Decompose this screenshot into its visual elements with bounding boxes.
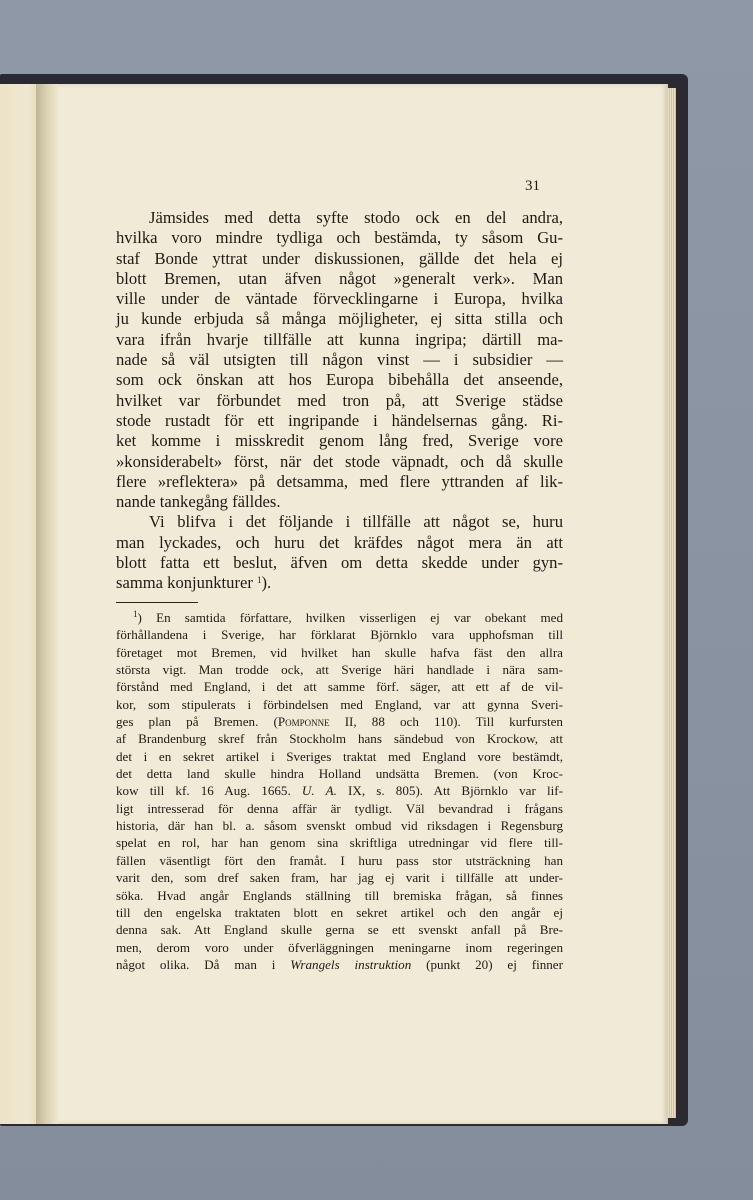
text-line: nade så väl utsigten till någon vinst — i subsidier — — [116, 350, 563, 370]
footnote-line: varit den, som dref saken fram, har jag ej varit i tillfälle att under- — [116, 870, 563, 886]
text-line: man lyckades, och huru det kräfdes något mera än att — [116, 532, 563, 552]
page-edges — [668, 88, 676, 1118]
footnote-line: förhållandena i Sverige, har förklarat Björnklo vara upphofsman till — [116, 627, 563, 643]
footnote-line: fällen väsentligt fört den framåt. I huru pass stor utsträckning han — [116, 852, 563, 868]
text-line: ville under de väntade förvecklingarne i Europa, hvilka — [116, 289, 563, 309]
book-gutter — [36, 84, 58, 1124]
text-line: ket komme i misskredit genom lång fred, Sverige vore — [116, 431, 563, 451]
footnote-rule — [116, 602, 198, 603]
footnote-line — [116, 782, 563, 799]
footnote-line — [116, 609, 563, 626]
footnote-line: ligt intresserad för denna affär är tydligt. Väl bevandrad i frågans — [116, 800, 563, 816]
text-line: Jämsides med detta syfte stodo ock en del andra, — [149, 208, 563, 227]
footnote-line: det i en sekret artikel i Sveriges traktat med England vore bestämdt, — [116, 748, 563, 764]
footnote-line — [116, 956, 563, 973]
footnote-line: kor, som stipulerats i förbindelsen med England, var att gynna Sveri- — [116, 696, 563, 712]
main-text — [116, 208, 563, 594]
text-fragment: Till kurfursten — [475, 714, 563, 730]
footnote-line: största vigt. Man trodde ock, att Sverige häri handlade i nära sam- — [116, 662, 563, 678]
reference-pomponne: Pomponne — [277, 714, 330, 730]
text-line: som ock önskan att hos Europa bibehålla det anseende, — [116, 370, 563, 390]
text-line: »konsiderabelt» först, när det stode väpnadt, och då skulle — [116, 451, 563, 471]
footnote-line: historia, där han bl. a. såsom svenskt ombud vid riksdagen i Regensburg — [116, 818, 563, 834]
footnote-line: det detta land skulle hindra Holland undsätta Bremen. (von Kroc- — [116, 766, 563, 782]
text-line: Vi blifva i det följande i tillfälle att något se, huru — [149, 512, 563, 532]
text-line: hvilka voro mindre tydliga och bestämda, ty såsom Gu- — [116, 228, 563, 248]
footnote-line: af Brandenburg skref från Stockholm hans sändebud von Krockow, att — [116, 731, 563, 747]
page-number: 31 — [525, 178, 540, 194]
text-line: stode rustadt för ett ingripande i händelsernas gång. Ri- — [116, 410, 563, 430]
text-fragment: kow till kf. 16 Aug. 1665. — [116, 783, 291, 799]
left-page — [0, 84, 40, 1124]
footnote-line — [116, 713, 563, 730]
text-line: blott Bremen, utan äfven något »generalt verk». Man — [116, 268, 563, 288]
text-line: staf Bonde yttrat under diskussionen, gällde det hela ej — [116, 248, 563, 268]
footnote-line: söka. Hvad angår Englands ställning till bremiska frågan, så finnes — [116, 887, 563, 903]
text-fragment: En samtida författare, hvilken visserligen ej var obekant med — [156, 610, 563, 625]
text-line: flere »reflektera» på detsamma, med flere yttranden af lik- — [116, 471, 563, 491]
footnote-line: till den engelska traktaten blott en sekret artikel och den angår ej — [116, 904, 563, 920]
footnote-line: denna sak. Att England skulle gerna se ett svenskt anfall på Bre- — [116, 922, 563, 938]
text-line: blott fatta ett beslut, äfven om detta skedde under gyn- — [116, 553, 563, 573]
footnote-line: företaget mot Bremen, vid hvilket han skulle hafva fäst den allra — [116, 644, 563, 660]
text-line: nande tankegång fälldes. — [116, 492, 281, 512]
text-line: hvilket var förbundet med tron på, att Sverige städse — [116, 390, 563, 410]
footnote-number: 1 — [133, 609, 138, 619]
text-fragment: ). — [261, 573, 272, 593]
footnote-marker: 1 — [257, 575, 262, 586]
text-fragment: samma konjunkturer — [116, 573, 253, 593]
text-line — [116, 573, 563, 593]
footnote-line: men, derom voro under öfverläggningen meningarne inom regeringen — [116, 939, 563, 955]
footnote-line: förstånd med England, i det att samme förf. säger, att ett af de vil- — [116, 679, 563, 695]
reference-ua: U. A. — [301, 783, 337, 799]
text-line: vara ifrån hvarje tillfälle att kunna ingripa; därtill ma- — [116, 329, 563, 349]
text-fragment: ) — [137, 610, 142, 625]
footnote-line: spelat en rol, har han genom sina skriftliga utredningar vid flere till- — [116, 835, 563, 851]
text-fragment: IX, s. 805). Att Björnklo var lif- — [348, 783, 564, 799]
text-fragment: II, 88 och 110). — [329, 714, 461, 730]
text-fragment: något olika. Då man i — [116, 956, 276, 972]
text-line: ju kunde erbjuda så många möjligheter, ej sitta stilla och — [116, 309, 563, 329]
text-fragment: ges plan på Bremen. ( — [116, 714, 278, 730]
text-fragment: (punkt 20) ej finner — [426, 956, 563, 972]
reference-wrangel: Wrangels instruktion — [290, 956, 412, 972]
footnote — [116, 609, 563, 973]
